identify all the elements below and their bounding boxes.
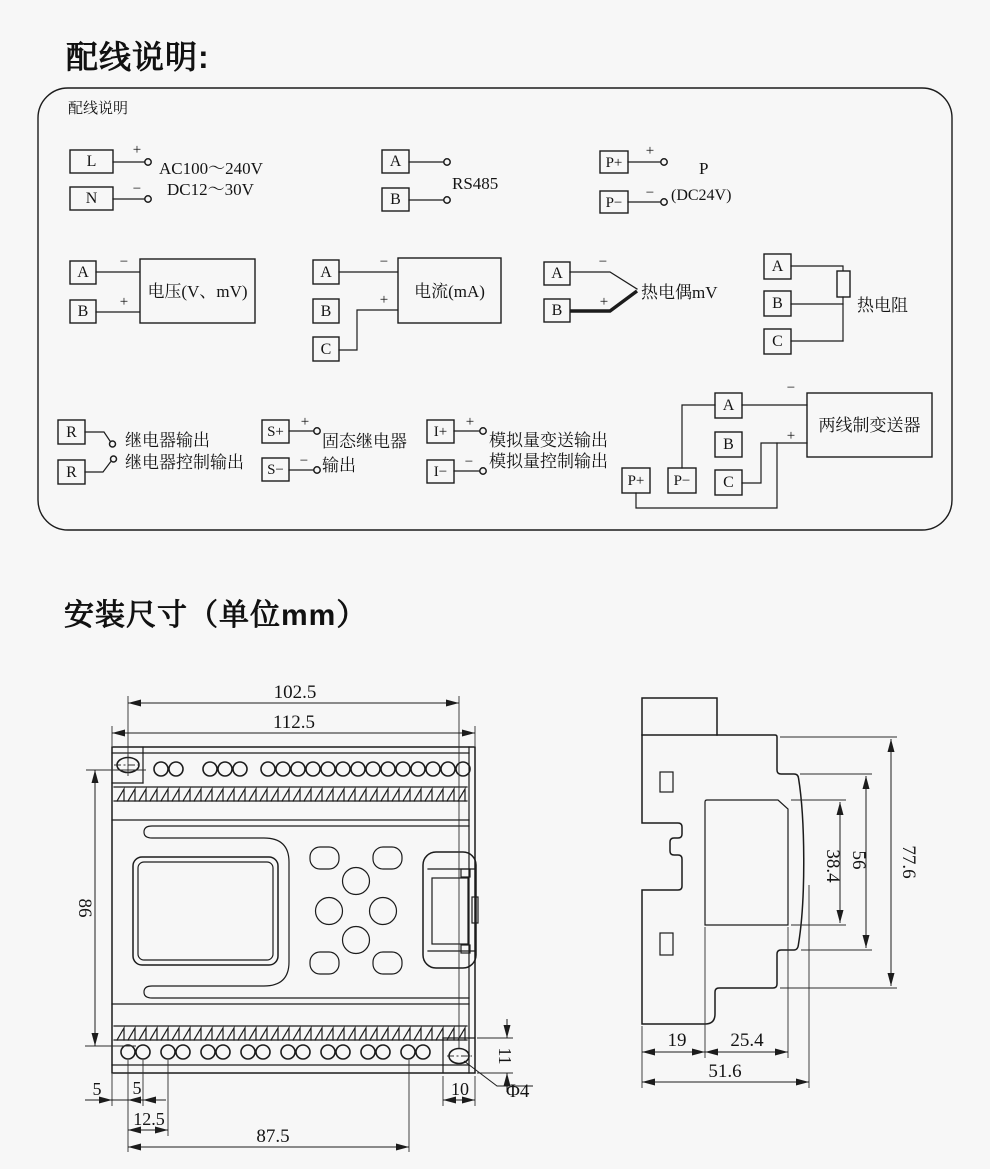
analog-transmit-label: 模拟量变送输出	[489, 431, 608, 450]
dim-38-4: 38.4	[822, 849, 843, 883]
terminal-label-I-plus: I+	[433, 424, 448, 440]
lcd-display-inner	[138, 862, 273, 960]
polarity-plus: +	[119, 294, 129, 310]
terminal-holes-top-row	[154, 762, 470, 776]
terminal-label-S-plus: S+	[267, 424, 284, 440]
dim-77-6: 77.6	[898, 845, 919, 879]
switch-contact-dot	[110, 441, 116, 447]
terminal-label-A: A	[389, 153, 402, 170]
polarity-plus: +	[599, 294, 609, 310]
terminal-label-P-plus: P+	[605, 155, 623, 171]
terminal-label-B: B	[77, 303, 89, 320]
ssr-label-line2: 输出	[322, 456, 356, 475]
side-slot-bottom	[660, 933, 673, 955]
terminal-label-L: L	[86, 153, 97, 170]
terminal-label-A: A	[771, 258, 784, 275]
dim-56: 56	[848, 850, 869, 870]
terminal-dot	[661, 159, 667, 165]
bezel-hook-outline	[144, 826, 469, 998]
keypad-group	[310, 847, 402, 974]
terminal-dot	[480, 428, 486, 434]
dim-height: 86	[74, 898, 95, 918]
terminal-holes-bottom-row	[121, 1045, 430, 1059]
dim-hole-diameter: Φ4	[506, 1081, 530, 1102]
terminal-label-R1: R	[66, 424, 77, 441]
terminal-label-C: C	[320, 341, 332, 358]
terminal-label-C: C	[772, 333, 783, 350]
polarity-minus: −	[786, 380, 796, 396]
terminal-label-P-minus: P−	[605, 195, 623, 211]
terminal-label-P-minus: P−	[673, 473, 691, 489]
terminal-label-A: A	[722, 397, 735, 414]
button-bottom-left	[310, 952, 339, 974]
transmitter-label: 两线制变送器	[818, 416, 921, 435]
zigzag-top	[117, 789, 465, 801]
polarity-plus: +	[132, 142, 142, 158]
polarity-minus: −	[379, 254, 389, 270]
dim-87-5: 87.5	[256, 1126, 290, 1147]
button-top-left	[310, 847, 339, 869]
wiring-section-title: 配线说明:	[66, 39, 210, 75]
voltage-label: 电压(V、mV)	[147, 282, 248, 301]
power-range-ac: AC100～240V	[159, 159, 263, 178]
terminal-label-R2: R	[66, 464, 77, 481]
button-down	[343, 927, 370, 954]
relay-control-label: 继电器控制输出	[125, 453, 244, 472]
analog-control-label: 模拟量控制输出	[489, 452, 608, 471]
polarity-minus: −	[119, 254, 129, 270]
switch-contact-dot	[111, 456, 117, 462]
dim-12-5: 12.5	[133, 1109, 165, 1129]
terminal-dot	[145, 159, 151, 165]
zigzag-bottom	[117, 1028, 465, 1040]
terminal-dot	[444, 159, 450, 165]
dim-19: 19	[667, 1030, 687, 1051]
terminal-label-B: B	[723, 436, 734, 453]
terminal-dot	[145, 196, 151, 202]
front-extension-lines	[85, 696, 513, 1152]
side-profile-outline	[642, 735, 804, 1024]
terminal-label-P-plus: P+	[627, 473, 645, 489]
dimensions-section-title: 安装尺寸（单位mm）	[64, 599, 368, 632]
polarity-minus: −	[464, 454, 474, 470]
dim-25-4: 25.4	[730, 1030, 764, 1051]
terminal-dot	[314, 467, 320, 473]
dim-11: 11	[495, 1047, 515, 1065]
din-clip-tab	[642, 698, 717, 735]
connector-module	[423, 852, 478, 968]
side-view-drawing	[642, 698, 919, 1088]
relay-output-label: 继电器输出	[125, 431, 210, 450]
dim-51-6: 51.6	[708, 1061, 742, 1082]
terminal-label-B: B	[772, 295, 783, 312]
front-view-drawing	[74, 682, 533, 1152]
button-left	[316, 898, 343, 925]
polarity-minus: −	[645, 185, 655, 201]
side-slot-top	[660, 772, 673, 792]
thermocouple-label: 热电偶mV	[641, 283, 718, 302]
wiring-diagram-panel	[38, 88, 952, 530]
terminal-dot	[480, 468, 486, 474]
terminal-label-A: A	[77, 264, 89, 281]
dim-5-left: 5	[92, 1079, 102, 1099]
current-label: 电流(mA)	[414, 282, 485, 301]
terminal-label-I-minus: I−	[433, 464, 448, 480]
terminal-label-A: A	[551, 265, 563, 282]
lcd-display-outline	[133, 857, 278, 965]
ssr-label-line1: 固态继电器	[322, 432, 407, 451]
terminal-label-B: B	[551, 302, 563, 319]
side-dimensions	[642, 739, 919, 1082]
side-front-panel	[705, 800, 788, 925]
rs485-label: RS485	[452, 174, 499, 193]
terminal-dot	[661, 199, 667, 205]
terminal-label-N: N	[85, 190, 98, 207]
button-top-right	[373, 847, 402, 869]
polarity-minus: −	[132, 181, 142, 197]
dim-10: 10	[451, 1079, 469, 1099]
dim-5-mid: 5	[132, 1078, 142, 1098]
terminal-dot	[444, 197, 450, 203]
rtd-resistor-symbol	[837, 271, 850, 297]
terminal-label-S-minus: S−	[267, 462, 284, 478]
dim-width-inner: 102.5	[273, 682, 317, 703]
terminal-label-B: B	[390, 191, 401, 208]
polarity-plus: +	[645, 143, 655, 159]
polarity-minus: −	[299, 453, 309, 469]
wiring-panel-label: 配线说明	[68, 101, 129, 117]
terminal-label-C: C	[723, 474, 734, 491]
polarity-plus: +	[379, 292, 389, 308]
terminal-label-A: A	[320, 264, 332, 281]
polarity-minus: −	[598, 254, 608, 270]
terminal-label-B: B	[320, 303, 332, 320]
dim-width-outer: 112.5	[272, 712, 316, 733]
connector-window	[432, 878, 468, 944]
power-range-dc: DC12～30V	[167, 180, 254, 199]
button-up	[343, 868, 370, 895]
terminal-dot	[314, 428, 320, 434]
aux-power-label: P	[699, 159, 709, 178]
button-bottom-right	[373, 952, 402, 974]
rtd-label: 热电阻	[857, 296, 908, 315]
polarity-plus: +	[465, 414, 475, 430]
aux-power-voltage: (DC24V)	[671, 187, 732, 204]
button-right	[370, 898, 397, 925]
polarity-plus: +	[300, 414, 310, 430]
polarity-plus: +	[786, 428, 796, 444]
